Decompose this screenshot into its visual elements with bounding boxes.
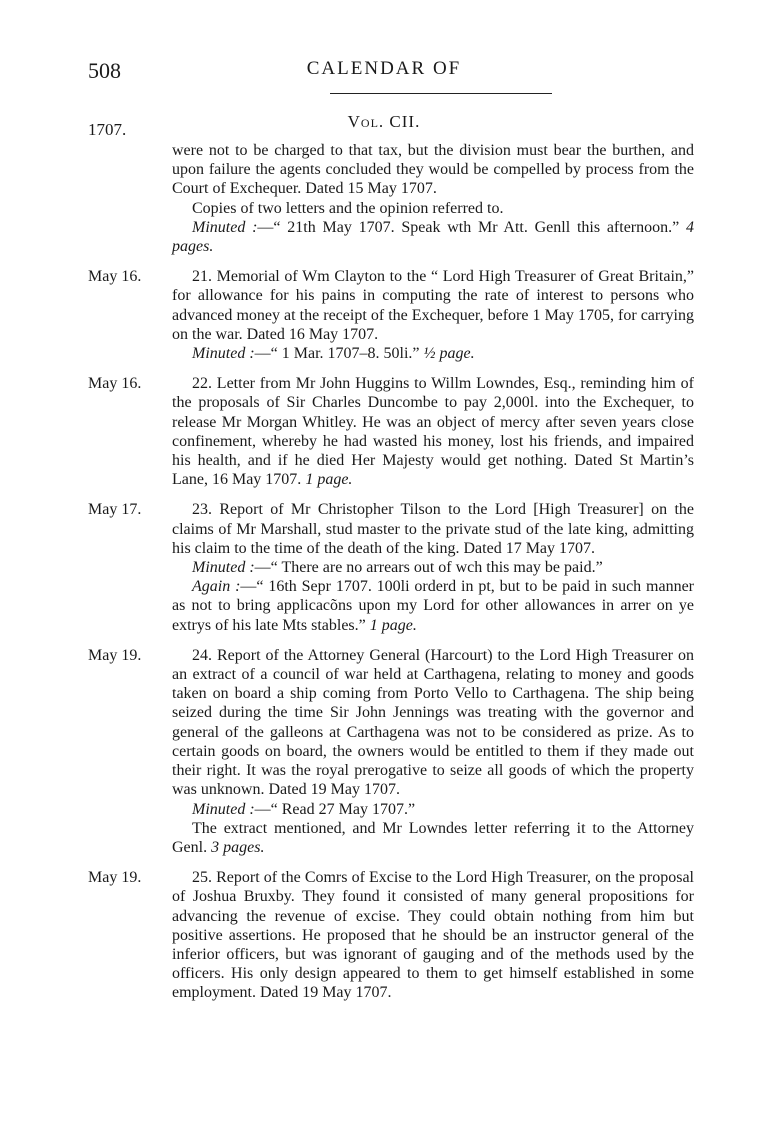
margin-date: [88, 141, 172, 256]
entry-paragraph: 23. Report of Mr Christopher Tilson to the Lord [High Treasurer] on the claims of Mr Marshall, stud master to the private stud of the late king, admitting his claim to the time of the death of the king. Dated 17 May 1707.: [172, 501, 694, 557]
entry-body: [172, 374, 694, 489]
margin-year: 1707.: [88, 120, 127, 139]
calendar-entry: [88, 500, 694, 634]
volume-heading: Vol. CII.: [347, 112, 421, 131]
entry-paragraph: 24. Report of the Attorney General (Harcourt) to the Lord High Treasurer on an extract of a council of war held at Carthagena, relating to money and goods taken on board a ship coming from Porto Vello to Carthagena. The ship being seized during the time Sir John Jennings was treating with the governor and general of the galleons at Carthagena was not to be considered as prize. As to certain goods on board, the owners would be entitled to them if they made out their right. It was the royal prerogative to seize all goods of which the property was unknown. Dated 19 May 1707.: [172, 646, 694, 799]
entry-body: [172, 868, 694, 1002]
calendar-entry: [88, 646, 694, 857]
calendar-entries: [88, 141, 694, 1014]
entry-body: [172, 267, 694, 363]
calendar-entry: [88, 141, 694, 256]
page-number: 508: [88, 58, 121, 83]
margin-date: May 19.: [88, 869, 142, 887]
minute-note: Again :—“ 16th Sepr 1707. 100li orderd in pt, but to be paid in such manner as not to bring applicacõns upon my Lord for other allowances in arrer on ye extrys of his late Mts stables.” 1 page.: [172, 578, 695, 634]
calendar-entry: [88, 267, 694, 363]
entry-paragraph: were not to be charged to that tax, but the division must bear the burthen, and upon failure the agents concluded they would be compelled by process from the Court of Exchequer. Dated 15 May 1707.: [172, 142, 694, 198]
calendar-entry: [88, 374, 694, 489]
entry-paragraph: 22. Letter from Mr John Huggins to Willm Lowndes, Esq., reminding him of the proposals of Sir Charles Duncombe to pay 2,000l. into the Exchequer, to release Mr Morgan Whitley. He was an object of mercy after seven years close confinement, whereby he had wasted his money, lost his friends, and impaired his health, and if he died Her Majesty would get nothing. Dated St Martin’s Lane, 16 May 1707. 1 page.: [172, 375, 694, 489]
margin-date: May 17.: [88, 501, 142, 519]
entry-paragraph: The extract mentioned, and Mr Lowndes letter referring it to the Attorney Genl. 3 pages.: [172, 819, 694, 856]
header-rule: [330, 93, 552, 94]
entry-paragraph: 21. Memorial of Wm Clayton to the “ Lord High Treasurer of Great Britain,” for allowance for his pains in computing the rate of interest to persons who advanced money at the receipt of the Exchequer, before 1 May 1705, for carrying on the war. Dated 16 May 1707.: [172, 268, 694, 343]
entry-body: [172, 500, 694, 634]
entry-paragraph: 25. Report of the Comrs of Excise to the Lord High Treasurer, on the proposal of Joshua Bruxby. They found it consisted of many general propositions for advancing the revenue of excise. They could obtain nothing from him but positive assertions. He proposed that he should be an instructor general of the inferior officers, but was ignorant of gauging and of the methods used by the officers. His only design appeared to them to get himself established in some employment. Dated 19 May 1707.: [172, 869, 694, 1002]
minute-note: Minuted :—“ 1 Mar. 1707–8. 50li.” ½ page.: [192, 345, 475, 363]
margin-date: May 16.: [88, 268, 142, 286]
running-title: CALENDAR OF: [306, 58, 462, 79]
minute-note: Minuted :—“ Read 27 May 1707.”: [192, 800, 416, 818]
entry-body: [172, 646, 694, 857]
margin-date: May 16.: [88, 375, 142, 393]
entry-paragraph: Copies of two letters and the opinion referred to.: [192, 199, 504, 217]
calendar-entry: [88, 868, 694, 1002]
minute-note: Minuted :—“ There are no arrears out of wch this may be paid.”: [192, 559, 603, 577]
minute-note: Minuted :—“ 21th May 1707. Speak wth Mr Att. Genll this afternoon.” 4 pages.: [172, 218, 694, 256]
margin-date: May 19.: [88, 646, 142, 664]
entry-body: [172, 141, 694, 256]
